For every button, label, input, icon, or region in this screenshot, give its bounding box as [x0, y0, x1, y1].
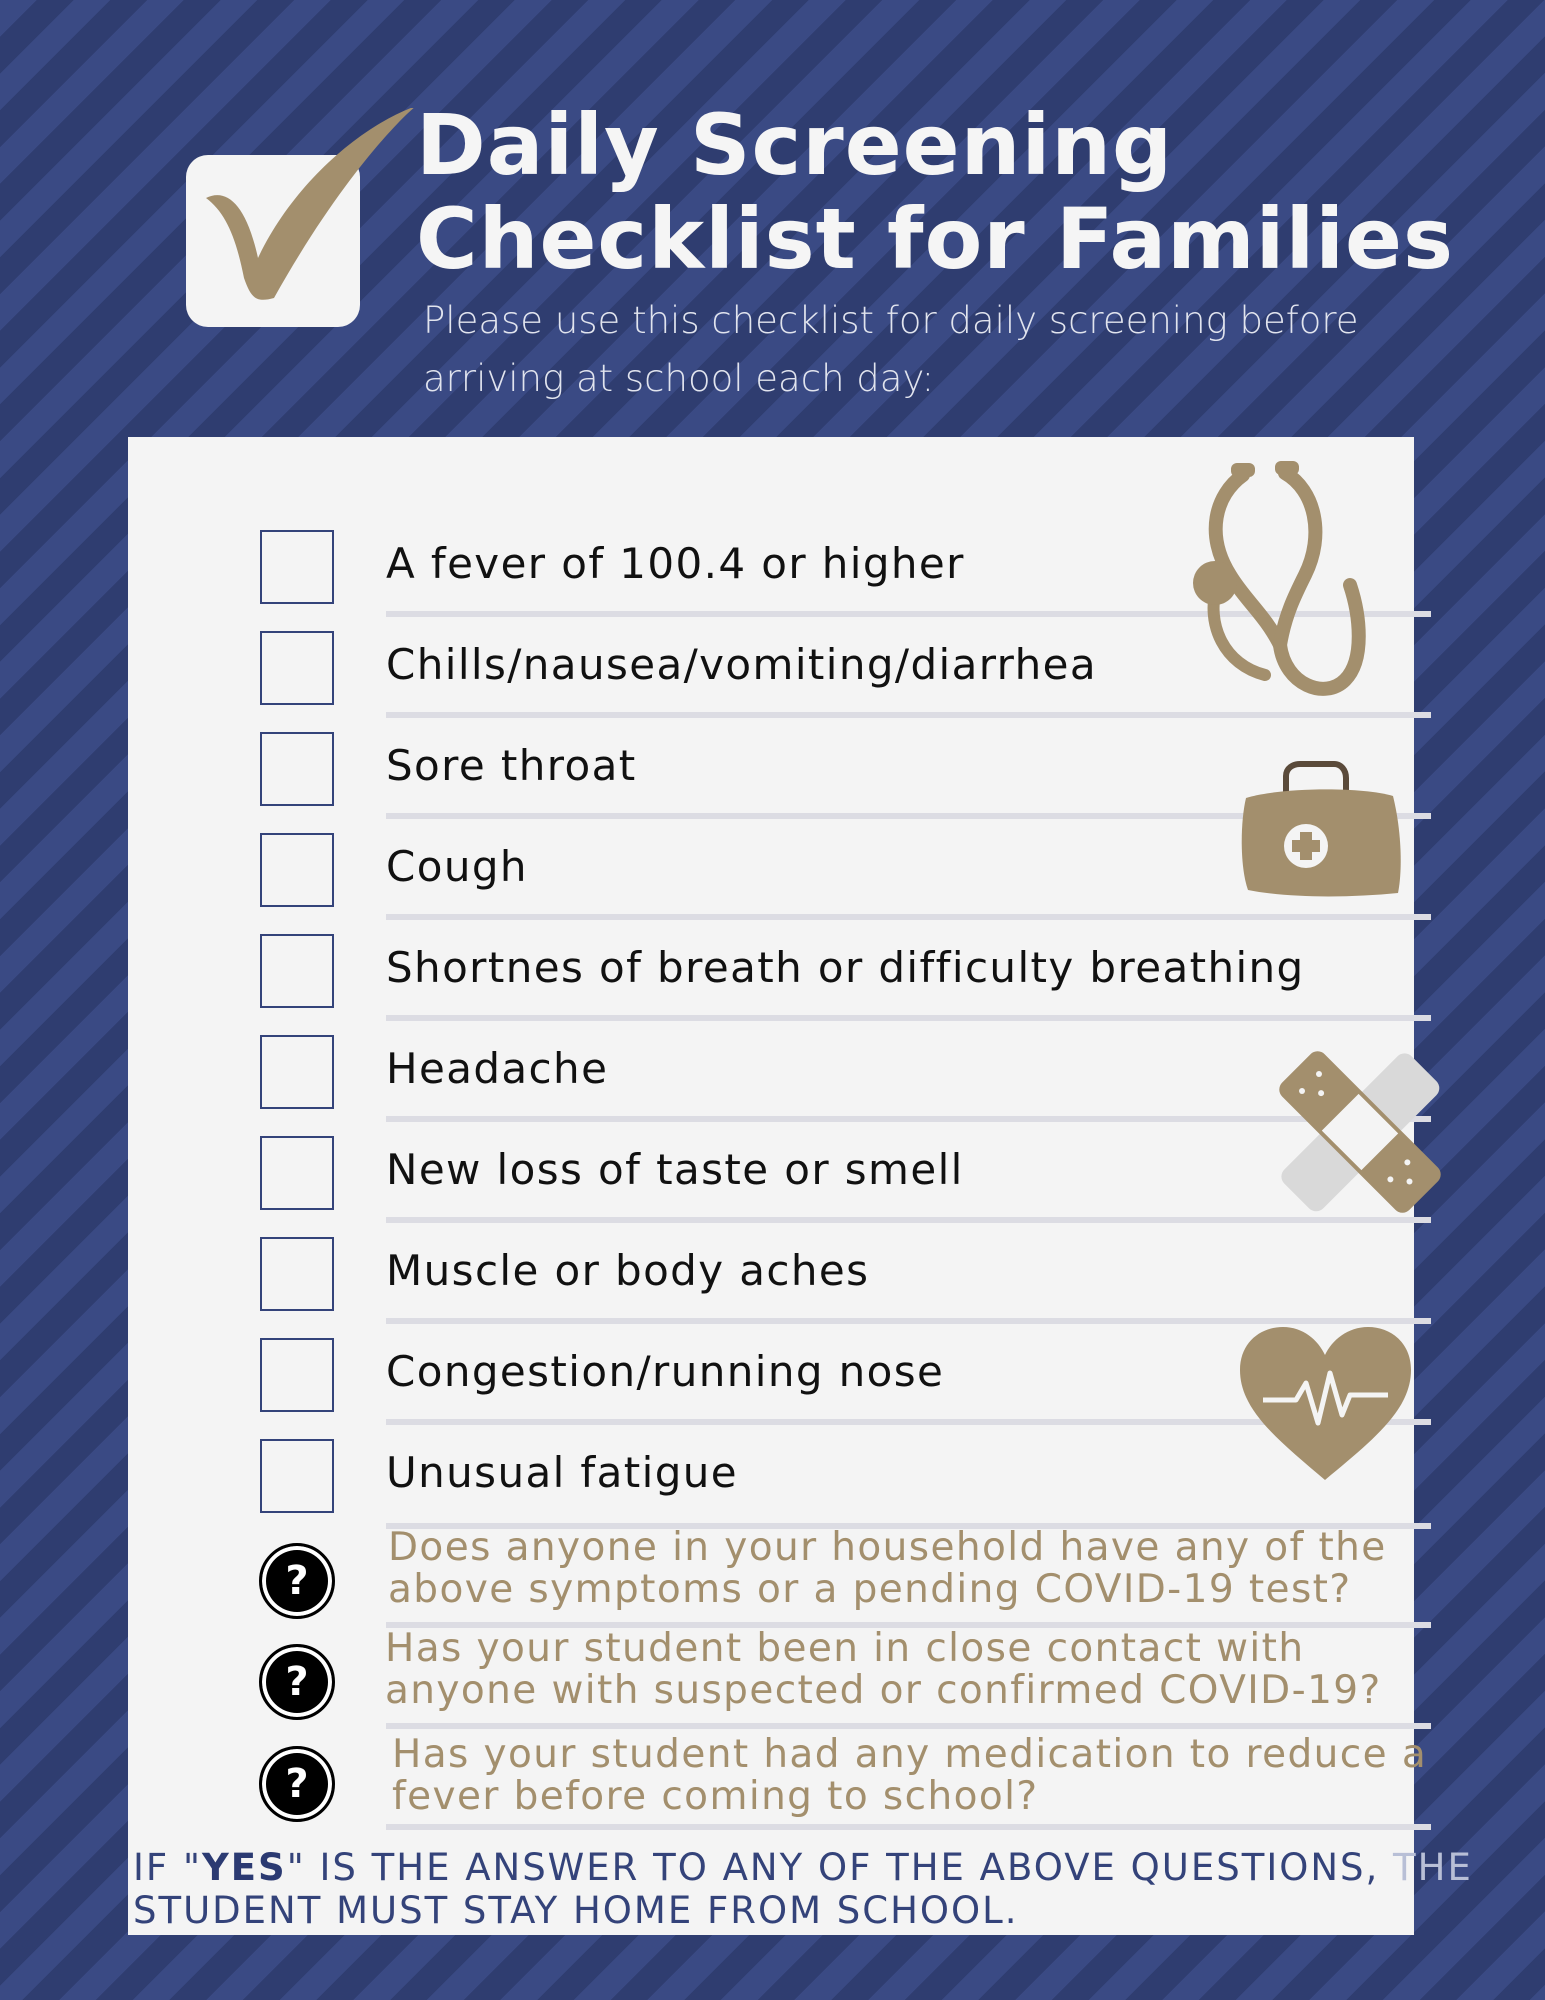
checkbox[interactable]	[260, 1439, 334, 1513]
checkbox[interactable]	[260, 1035, 334, 1109]
checkbox[interactable]	[260, 530, 334, 604]
checklist-label: Headache	[386, 1044, 609, 1093]
checklist-label: A fever of 100.4 or higher	[386, 539, 965, 588]
footer-faded: THE	[1379, 1846, 1473, 1889]
row-divider	[386, 1824, 1431, 1830]
checklist-label: Shortnes of breath or difficulty breathing	[386, 943, 1305, 992]
footer-notice	[133, 1846, 1533, 1932]
question-icon: ?	[259, 1746, 335, 1822]
checkbox[interactable]	[260, 1338, 334, 1412]
title-line-1: Daily Screening	[416, 96, 1174, 194]
question-icon: ?	[259, 1644, 335, 1720]
question-line-1: Has your student had any medication to reduce a	[392, 1732, 1428, 1777]
row-divider	[386, 712, 1431, 718]
question-line-2: fever before coming to school?	[392, 1774, 1039, 1819]
row-divider	[386, 914, 1431, 920]
checkbox[interactable]	[260, 631, 334, 705]
footer-yes: YES	[201, 1846, 287, 1889]
subtitle-line-1: Please use this checklist for daily screening before	[423, 299, 1359, 342]
checkmark-icon	[196, 108, 426, 308]
question-text	[385, 1628, 1382, 1712]
question-line-1: Has your student been in close contact with	[385, 1626, 1305, 1671]
title-line-2: Checklist for Families	[416, 190, 1454, 288]
checkbox[interactable]	[260, 833, 334, 907]
bandage-icon	[1270, 1040, 1450, 1225]
row-divider	[386, 1723, 1431, 1729]
checklist-label: Muscle or body aches	[386, 1246, 870, 1295]
footer-pre: IF "	[133, 1846, 202, 1889]
checklist-label: Unusual fatigue	[386, 1448, 739, 1497]
question-line-2: above symptoms or a pending COVID-19 test?	[388, 1567, 1352, 1612]
question-line-1: Does anyone in your household have any of the	[388, 1525, 1387, 1570]
footer-line-2: STUDENT MUST STAY HOME FROM SCHOOL.	[133, 1889, 1019, 1932]
question-icon: ?	[259, 1543, 335, 1619]
row-divider	[386, 1015, 1431, 1021]
heart-pulse-icon	[1238, 1325, 1413, 1485]
checklist-label: Chills/nausea/vomiting/diarrhea	[386, 640, 1097, 689]
subtitle-line-2: arriving at school each day:	[423, 357, 935, 400]
subtitle	[423, 292, 1423, 408]
medical-kit-icon	[1238, 758, 1403, 898]
question-text	[388, 1527, 1387, 1611]
checklist-label: Congestion/running nose	[386, 1347, 945, 1396]
checkbox[interactable]	[260, 934, 334, 1008]
page-title	[416, 98, 1454, 286]
row-divider	[386, 1318, 1431, 1324]
checklist-label: New loss of taste or smell	[386, 1145, 964, 1194]
checkbox[interactable]	[260, 1136, 334, 1210]
question-text	[392, 1734, 1427, 1818]
checklist-label: Sore throat	[386, 741, 637, 790]
footer-post: " IS THE ANSWER TO ANY OF THE ABOVE QUESTIONS,	[286, 1846, 1380, 1889]
checkbox[interactable]	[260, 1237, 334, 1311]
stethoscope-icon	[1185, 455, 1370, 710]
question-line-2: anyone with suspected or confirmed COVID-19?	[385, 1668, 1382, 1713]
checklist-label: Cough	[386, 842, 528, 891]
checkbox[interactable]	[260, 732, 334, 806]
